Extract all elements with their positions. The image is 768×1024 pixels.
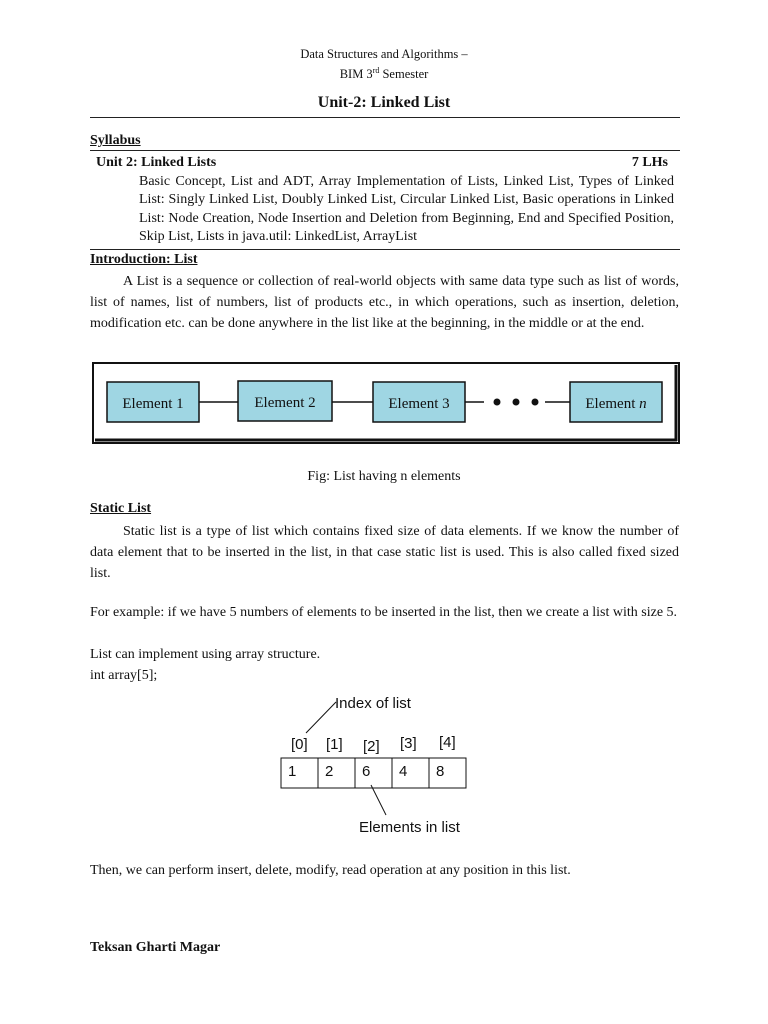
semester-superscript: rd [372,66,380,75]
ellipsis-dot-2 [513,399,520,406]
array-value-3: 4 [399,763,408,780]
intro-heading: Introduction: List [90,252,198,267]
element-label-1: Element 1 [122,396,184,412]
example-text: For example: if we have 5 numbers of elements to be inserted in the list, then we create a list with size 5. [90,605,678,620]
syllabus-bottom-rule [90,249,680,250]
conclusion-text: Then, we can perform insert, delete, modify, read operation at any position in this list. [90,863,571,878]
index-label-4: [4] [439,734,456,751]
index-label-0: [0] [291,736,308,753]
array-value-1: 2 [325,763,334,780]
title-rule [90,117,680,118]
array-figure [270,685,490,840]
author-name: Teksan Gharti Magar [90,940,221,955]
index-of-list-label: Index of list [335,695,411,712]
index-label-2: [2] [363,738,380,755]
element-label-2: Element 2 [254,395,316,411]
syllabus-heading: Syllabus [90,133,141,148]
semester-line [0,63,768,82]
semester-suffix: Semester [379,67,429,82]
list-elements-figure [92,362,680,444]
syllabus-top-rule [90,150,680,151]
intro-paragraph [90,271,679,334]
array-structure-line: List can implement using array structure. [90,647,321,662]
index-label-1: [1] [326,736,343,753]
syllabus-unit: Unit 2: Linked Lists [96,155,217,170]
array-value-2: 6 [362,763,371,780]
array-declaration: int array[5]; [90,668,158,683]
array-value-4: 8 [436,763,445,780]
ellipsis-dot-3 [532,399,539,406]
course-title: Data Structures and Algorithms – [300,47,468,61]
static-list-heading: Static List [90,501,152,516]
syllabus-content: Basic Concept, List and ADT, Array Implementation of Lists, Linked List, Types of Linked List: Singly Linked List, Doubly Linked List, Circular Linked List, Basic operations in Linked List: Node Creation, Node Insertion and Deletion from Beginning, End and Specified Position, Skip List, Lists in java.util: LinkedList, ArrayList [139,174,674,245]
element-label-n-italic: n [639,396,647,412]
elements-pointer-line [371,785,386,815]
ellipsis-dot-1 [494,399,501,406]
semester-prefix: BIM 3 [339,67,373,82]
index-label-3: [3] [400,735,417,752]
static-list-paragraph [90,521,679,584]
element-label-n [585,396,646,412]
elements-in-list-label: Elements in list [359,819,460,836]
intro-text: A List is a sequence or collection of real-world objects with same data type such as list of words, list of names, list of numbers, list of products etc., in which operations, such as insertion, deletion, modification etc. can be done anywhere in the list like at the beginning, in the middle or at the end. [90,274,679,331]
syllabus-unit-row [96,155,668,171]
page-title: Unit-2: Linked List [317,94,451,111]
static-list-text: Static list is a type of list which contains fixed size of data elements. If we know the number of data element that to be inserted in the list, in that case static list is used. This is also called fixed sized list. [90,524,679,581]
index-pointer-line [306,702,336,733]
figure-caption: Fig: List having n elements [307,469,461,484]
example-paragraph [90,602,679,623]
element-label-3: Element 3 [388,396,450,412]
syllabus-hours: 7 LHs [631,155,668,170]
element-label-n-prefix: Element [585,396,640,412]
array-value-0: 1 [288,763,297,780]
